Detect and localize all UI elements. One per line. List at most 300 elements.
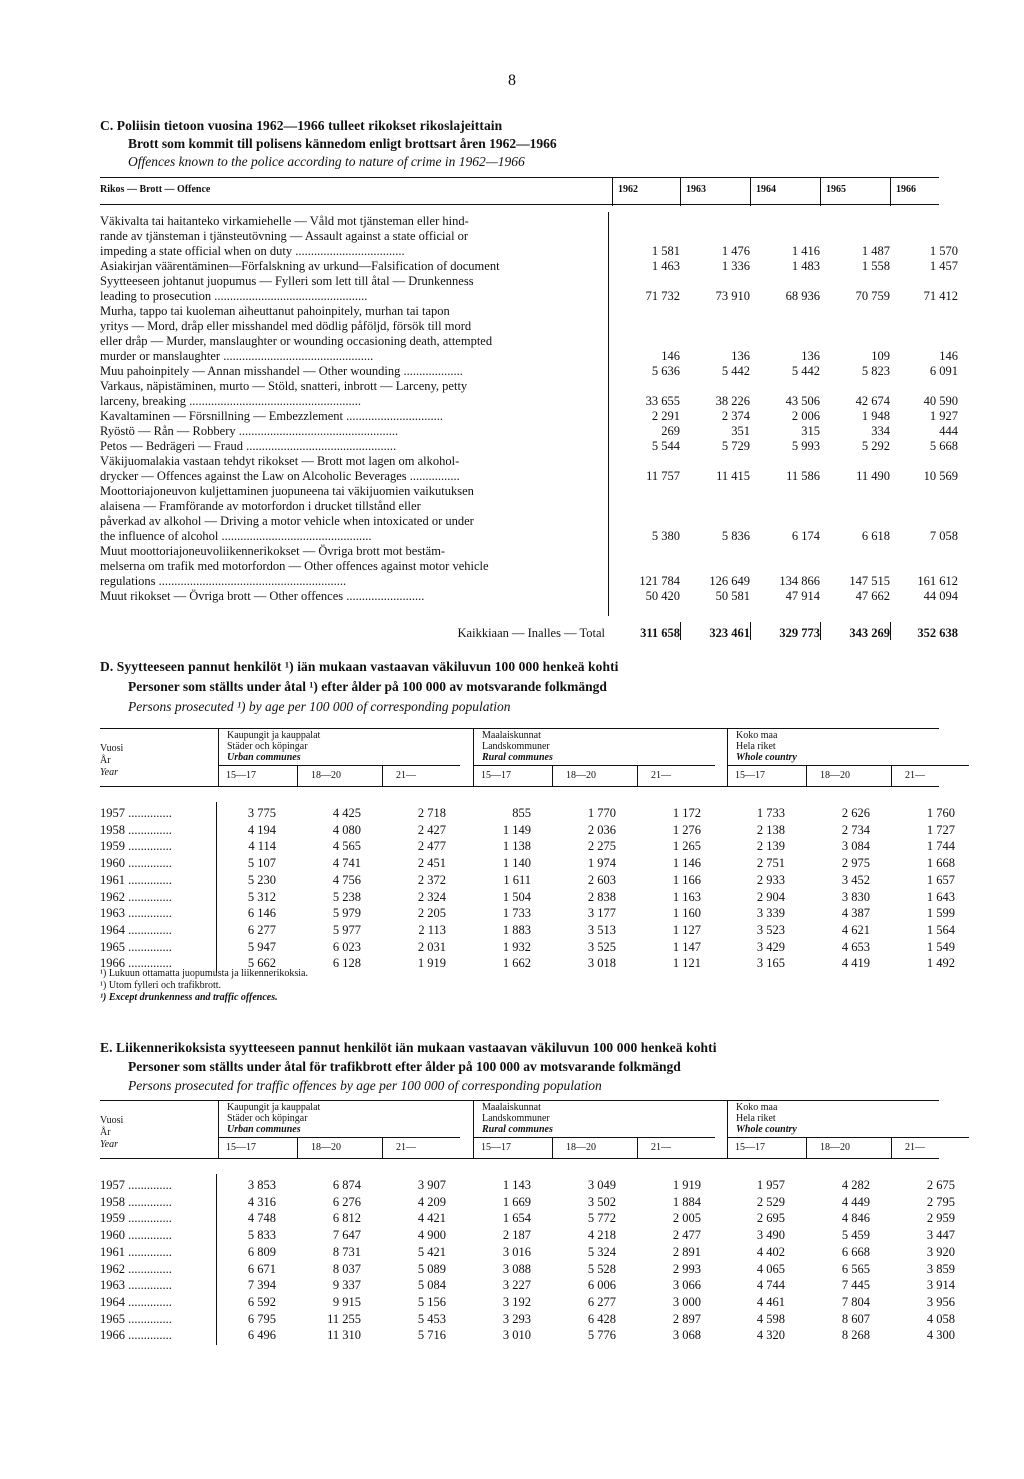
section-c-value: 6 618: [861, 529, 890, 543]
section-e-year-cell: 1966 ..............: [100, 1328, 172, 1343]
section-d-value: 4 741: [332, 856, 361, 871]
section-e-value: 5 833: [247, 1228, 276, 1243]
section-c-value: 71 732: [645, 289, 680, 303]
section-c-value: 5 380: [651, 529, 680, 543]
section-d-value: 1 138: [502, 839, 531, 854]
section-c-value: 70 759: [855, 289, 890, 303]
section-c-value: 68 936: [785, 289, 820, 303]
section-c-value: 315: [801, 424, 820, 438]
section-d-value: 1 140: [502, 856, 531, 871]
section-c-header-divider: [820, 178, 821, 206]
section-d-value: 5 662: [247, 956, 276, 971]
section-d-year-header: Year: [100, 767, 118, 778]
section-c-value: 1 476: [721, 244, 750, 258]
section-d-value: 2 904: [756, 889, 785, 904]
section-d-value: 2 933: [756, 872, 785, 887]
section-c-value: 1 570: [929, 244, 958, 258]
section-c-value: 42 674: [855, 394, 890, 408]
section-e-value: 4 748: [247, 1211, 276, 1226]
section-e-group-rule: [473, 1137, 715, 1138]
section-e-value: 4 449: [841, 1194, 870, 1209]
section-c-value: 1 463: [651, 259, 680, 273]
section-e-value: 6 565: [841, 1261, 870, 1276]
section-c-total-label: Kaikkiaan — Inalles — Total: [457, 626, 605, 640]
section-c-year-header: 1962: [618, 184, 638, 195]
section-c-row-label: Petos — Bedrägeri — Fraud ................................................: [100, 439, 397, 453]
section-c-total-value: 329 773: [779, 626, 820, 640]
section-c-row-label: Syytteeseen johtanut juopumus — Fylleri som lett till åtal — Drunkenness: [100, 274, 474, 288]
section-e-age-divider: [382, 1138, 383, 1158]
section-c-total-divider: [750, 622, 751, 640]
section-c-value: 5 292: [861, 439, 890, 453]
section-e-value: 8 037: [332, 1261, 361, 1276]
section-d-value: 3 339: [756, 906, 785, 921]
section-e-age-header: 15—17: [481, 1142, 511, 1153]
section-e-value: 5 528: [587, 1261, 616, 1276]
section-d-value: 1 643: [926, 889, 955, 904]
section-e-value: 2 897: [672, 1311, 701, 1326]
section-d-value: 5 107: [247, 856, 276, 871]
section-e-value: 5 089: [417, 1261, 446, 1276]
section-e-age-header: 15—17: [226, 1142, 256, 1153]
section-d-value: 2 975: [841, 856, 870, 871]
section-e-year-cell: 1964 ..............: [100, 1294, 172, 1309]
section-c-year-header: 1965: [826, 184, 846, 195]
section-e-year-header: Year: [100, 1139, 118, 1150]
section-d-year-cell: 1960 ..............: [100, 856, 172, 871]
section-e-value: 8 607: [841, 1311, 870, 1326]
page-number: 8: [508, 72, 516, 89]
section-c-value: 47 662: [855, 589, 890, 603]
section-d-group-sv: Städer och köpingar: [227, 741, 308, 752]
section-c-row-label: Varkaus, näpistäminen, murto — Stöld, snatteri, inbrott — Larceny, petty: [100, 379, 468, 393]
section-d-value: 5 977: [332, 922, 361, 937]
section-e-value: 6 874: [332, 1178, 361, 1192]
section-d-group-sv: Landskommuner: [482, 741, 550, 752]
section-c-value: 1 581: [651, 244, 680, 258]
section-e-year-cell: 1963 ..............: [100, 1278, 172, 1293]
section-c-value: 71 412: [923, 289, 958, 303]
section-d-value: 5 230: [247, 872, 276, 887]
section-d-value: 1 149: [502, 822, 531, 837]
section-e-value: 2 959: [926, 1211, 955, 1226]
section-c-value: 5 823: [861, 364, 890, 378]
section-c-value: 50 581: [715, 589, 750, 603]
section-c-header-rule: [100, 204, 939, 205]
section-d-value: 3 084: [841, 839, 870, 854]
section-d-year-cell: 1965 ..............: [100, 939, 172, 954]
section-c-value: 43 506: [785, 394, 820, 408]
section-c-header-divider: [612, 178, 613, 206]
section-c-total-divider: [820, 622, 821, 640]
section-e-value: 3 956: [926, 1294, 955, 1309]
section-d-footnote: ¹) Utom fylleri och trafikbrott.: [100, 980, 222, 991]
section-e-year-cell: 1960 ..............: [100, 1228, 172, 1243]
section-c-value: 1 457: [929, 259, 958, 273]
section-d-title-fi: D. Syytteeseen pannut henkilöt ¹) iän mukaan vastaavan väkiluvun 100 000 henkeä kohti: [100, 659, 619, 674]
section-e-value: 1 654: [502, 1211, 531, 1226]
section-d-value: 5 312: [247, 889, 276, 904]
section-e-value: 1 919: [672, 1178, 701, 1192]
section-c-value: 10 569: [923, 469, 958, 483]
section-d-group-fi: Kaupungit ja kauppalat: [227, 730, 321, 741]
section-d-year-cell: 1958 ..............: [100, 822, 172, 837]
section-c-value: 6 174: [791, 529, 820, 543]
section-e-value: 5 772: [587, 1211, 616, 1226]
section-d-value: 4 419: [841, 956, 870, 971]
section-e-value: 3 490: [756, 1228, 785, 1243]
section-d-value: 3 165: [756, 956, 785, 971]
section-c-value: 6 091: [929, 364, 958, 378]
section-c-row-label: Moottoriajoneuvon kuljettaminen juopuneena tai väkijuomien vaikutuksen: [100, 484, 474, 498]
section-e-age-header: 18—20: [566, 1142, 596, 1153]
section-d-value: 4 653: [841, 939, 870, 954]
section-c-row-label: larceny, breaking .......................................................: [100, 394, 361, 408]
section-e-value: 4 846: [841, 1211, 870, 1226]
section-e-group-fi: Koko maa: [736, 1102, 778, 1113]
section-e-value: 3 907: [417, 1178, 446, 1192]
section-d-group-en: Urban communes: [227, 752, 301, 763]
section-c-value: 146: [661, 349, 680, 363]
section-c-value: 38 226: [715, 394, 750, 408]
section-c-row-label: rande av tjänsteman i tjänsteutövning — Assault against a state official or: [100, 229, 469, 243]
section-c-value: 269: [661, 424, 680, 438]
section-c-value: 444: [939, 424, 958, 438]
section-d-value: 3 177: [587, 906, 616, 921]
section-c-value: 1 416: [791, 244, 820, 258]
section-c-row-label: alaisena — Framförande av motorfordon i drucket tillstånd eller: [100, 499, 421, 513]
section-c-total-value: 311 658: [640, 626, 680, 640]
section-d-value: 6 023: [332, 939, 361, 954]
section-c-row-label: drycker — Offences against the Law on Alcoholic Beverages ................: [100, 469, 460, 483]
section-d-value: 2 603: [587, 872, 616, 887]
section-e-age-header: 18—20: [820, 1142, 850, 1153]
section-d-age-header: 18—20: [820, 770, 850, 781]
section-d-year-cell: 1966 ..............: [100, 956, 172, 971]
section-c-header-divider: [750, 178, 751, 206]
section-e-value: 4 316: [247, 1194, 276, 1209]
section-d-value: 2 451: [417, 856, 446, 871]
section-c-value: 5 442: [791, 364, 820, 378]
section-e-value: 4 282: [841, 1178, 870, 1192]
section-d-value: 1 172: [672, 806, 701, 820]
section-d-value: 2 838: [587, 889, 616, 904]
section-e-value: 4 065: [756, 1261, 785, 1276]
section-e-year-cell: 1959 ..............: [100, 1211, 172, 1226]
section-d-value: 2 734: [841, 822, 870, 837]
section-d-value: 1 146: [672, 856, 701, 871]
section-d-value: 2 751: [756, 856, 785, 871]
section-c-value: 50 420: [645, 589, 680, 603]
section-d-value: 2 324: [417, 889, 446, 904]
section-d-year-header: Vuosi: [100, 743, 124, 754]
section-d-age-header: 18—20: [311, 770, 341, 781]
section-d-value: 1 504: [502, 889, 531, 904]
section-d-value: 6 146: [247, 906, 276, 921]
section-e-value: 1 884: [672, 1194, 701, 1209]
section-d-value: 1 919: [417, 956, 446, 971]
section-d-value: 3 525: [587, 939, 616, 954]
section-d-group-en: Rural communes: [482, 752, 553, 763]
section-e-value: 3 016: [502, 1244, 531, 1259]
section-e-value: 7 647: [332, 1228, 361, 1243]
section-e-value: 3 293: [502, 1311, 531, 1326]
section-c-value: 121 784: [639, 574, 680, 588]
section-d-value: 2 372: [417, 872, 446, 887]
section-c-value: 146: [939, 349, 958, 363]
section-d-value: 6 277: [247, 922, 276, 937]
section-e-group-divider: [727, 1100, 728, 1158]
section-e-value: 3 914: [926, 1278, 955, 1293]
section-e-value: 4 421: [417, 1211, 446, 1226]
section-e-group-sv: Landskommuner: [482, 1113, 550, 1124]
section-e-group-rule: [218, 1137, 460, 1138]
section-d-age-header: 15—17: [226, 770, 256, 781]
section-d-value: 1 127: [672, 922, 701, 937]
section-d-value: 4 621: [841, 922, 870, 937]
section-d-value: 5 979: [332, 906, 361, 921]
section-c-total-value: 352 638: [917, 626, 958, 640]
section-d-value: 4 114: [248, 839, 276, 854]
section-d-value: 1 974: [587, 856, 616, 871]
section-e-value: 1 143: [502, 1178, 531, 1192]
section-d-year-cell: 1963 ..............: [100, 906, 172, 921]
section-e-age-header: 21—: [396, 1142, 416, 1153]
section-d-value: 1 733: [502, 906, 531, 921]
section-e-top-rule: [100, 1100, 939, 1101]
section-d-value: 3 452: [841, 872, 870, 887]
section-c-value: 136: [801, 349, 820, 363]
section-e-group-sv: Hela riket: [736, 1113, 776, 1124]
section-e-group-sv: Städer och köpingar: [227, 1113, 308, 1124]
section-d-value: 1 160: [672, 906, 701, 921]
section-c-row-label: Väkijuomalakia vastaan tehdyt rikokset — Brott mot lagen om alkohol-: [100, 454, 460, 468]
section-c-value: 109: [871, 349, 890, 363]
section-d-year-header: År: [100, 755, 111, 766]
section-d-value: 1 121: [672, 956, 701, 971]
section-e-value: 3 502: [587, 1194, 616, 1209]
section-d-group-divider: [218, 728, 219, 786]
section-e-value: 6 006: [587, 1278, 616, 1293]
section-c-value: 11 415: [716, 469, 750, 483]
section-e-age-divider: [806, 1138, 807, 1158]
section-d-value: 1 668: [926, 856, 955, 871]
section-e-title-sv: Personer som ställts under åtal för trafikbrott efter ålder på 100 000 av motsvarande folkmängd: [128, 1059, 681, 1074]
section-d-value: 1 163: [672, 889, 701, 904]
section-d-value: 2 275: [587, 839, 616, 854]
section-d-year-cell: 1962 ..............: [100, 889, 172, 904]
section-e-value: 7 804: [841, 1294, 870, 1309]
section-d-value: 855: [512, 806, 531, 820]
section-e-value: 4 209: [417, 1194, 446, 1209]
section-d-value: 6 128: [332, 956, 361, 971]
section-d-value: 1 770: [587, 806, 616, 820]
section-c-header-divider: [890, 178, 891, 206]
section-e-age-header: 15—17: [735, 1142, 765, 1153]
section-d-group-rule: [473, 765, 715, 766]
section-e-group-fi: Maalaiskunnat: [482, 1102, 541, 1113]
section-c-value: 40 590: [923, 394, 958, 408]
section-d-age-header: 15—17: [481, 770, 511, 781]
section-c-row-label: murder or manslaughter ................................................: [100, 349, 374, 363]
section-d-value: 3 429: [756, 939, 785, 954]
section-e-value: 4 402: [756, 1244, 785, 1259]
section-e-value: 5 084: [417, 1278, 446, 1293]
section-e-value: 5 453: [417, 1311, 446, 1326]
section-d-age-divider: [891, 766, 892, 786]
section-c-row-label: regulations ............................................................: [100, 574, 347, 588]
section-d-value: 1 147: [672, 939, 701, 954]
section-c-title-fi: C. Poliisin tietoon vuosina 1962—1966 tulleet rikokset rikoslajeittain: [100, 118, 503, 133]
section-d-value: 1 883: [502, 922, 531, 937]
section-c-row-label: eller dråp — Murder, manslaughter or wounding occasioning death, attempted: [100, 334, 493, 348]
section-d-value: 3 513: [587, 922, 616, 937]
section-e-value: 6 812: [332, 1211, 361, 1226]
section-e-value: 4 461: [756, 1294, 785, 1309]
section-e-year-cell: 1958 ..............: [100, 1194, 172, 1209]
section-d-value: 1 760: [926, 806, 955, 820]
section-e-value: 5 324: [587, 1244, 616, 1259]
section-e-value: 3 068: [672, 1328, 701, 1343]
section-c-top-rule: [100, 177, 939, 178]
section-e-title-en: Persons prosecuted for traffic offences by age per 100 000 of corresponding population: [128, 1078, 602, 1093]
section-c-value: 2 374: [721, 409, 750, 423]
section-c-value: 1 336: [721, 259, 750, 273]
section-e-value: 5 156: [417, 1294, 446, 1309]
section-e-value: 9 915: [332, 1294, 361, 1309]
section-e-value: 2 005: [672, 1211, 701, 1226]
section-e-value: 6 496: [247, 1328, 276, 1343]
section-d-age-divider: [382, 766, 383, 786]
section-c-value: 47 914: [785, 589, 820, 603]
section-c-value: 5 729: [721, 439, 750, 453]
section-d-value: 4 425: [332, 806, 361, 820]
section-e-value: 11 255: [327, 1311, 361, 1326]
section-c-total-divider: [890, 622, 891, 640]
section-d-footnote: ¹) Except drunkenness and traffic offences.: [100, 992, 278, 1003]
section-e-value: 4 900: [417, 1228, 446, 1243]
section-e-year-header: År: [100, 1127, 111, 1138]
section-e-year-cell: 1961 ..............: [100, 1244, 172, 1259]
section-c-value: 1 487: [861, 244, 890, 258]
section-d-value: 1 744: [926, 839, 955, 854]
section-d-group-sv: Hela riket: [736, 741, 776, 752]
section-e-value: 3 010: [502, 1328, 531, 1343]
section-d-age-header: 18—20: [566, 770, 596, 781]
section-e-year-cell: 1962 ..............: [100, 1261, 172, 1276]
section-e-value: 6 671: [247, 1261, 276, 1276]
section-c-year-header: 1964: [756, 184, 776, 195]
section-c-col-label: Rikos — Brott — Offence: [100, 184, 211, 195]
section-c-value: 5 836: [721, 529, 750, 543]
section-d-value: 2 205: [417, 906, 446, 921]
section-e-value: 7 394: [247, 1278, 276, 1293]
section-d-value: 2 477: [417, 839, 446, 854]
section-e-value: 2 477: [672, 1228, 701, 1243]
section-d-age-divider: [297, 766, 298, 786]
section-d-value: 2 139: [756, 839, 785, 854]
section-e-value: 2 695: [756, 1211, 785, 1226]
section-e-value: 4 744: [756, 1278, 785, 1293]
section-e-value: 4 300: [926, 1328, 955, 1343]
section-c-total-value: 323 461: [709, 626, 750, 640]
section-d-value: 2 036: [587, 822, 616, 837]
section-d-value: 4 387: [841, 906, 870, 921]
section-e-value: 3 066: [672, 1278, 701, 1293]
section-e-year-cell: 1965 ..............: [100, 1311, 172, 1326]
section-c-row-label: Asiakirjan väärentäminen—Förfalskning av urkund—Falsification of document: [100, 259, 500, 273]
section-d-age-header: 15—17: [735, 770, 765, 781]
section-e-age-divider: [297, 1138, 298, 1158]
section-e-value: 5 459: [841, 1228, 870, 1243]
section-e-value: 4 218: [587, 1228, 616, 1243]
section-c-row-label: Muu pahoinpitely — Annan misshandel — Other wounding ...................: [100, 364, 463, 378]
section-c-row-label: Muut rikokset — Övriga brott — Other offences .........................: [100, 589, 425, 603]
section-e-group-divider: [218, 1100, 219, 1158]
section-e-value: 3 227: [502, 1278, 531, 1293]
section-d-age-divider: [637, 766, 638, 786]
section-e-title-fi: E. Liikennerikoksista syytteeseen pannut henkilöt iän mukaan vastaavan väkiluvun 100 000 henkeä kohti: [100, 1040, 717, 1055]
section-c-value: 1 927: [929, 409, 958, 423]
section-e-group-divider: [473, 1100, 474, 1158]
section-d-value: 3 775: [247, 806, 276, 820]
section-e-value: 3 192: [502, 1294, 531, 1309]
section-c-value: 1 558: [861, 259, 890, 273]
section-e-value: 6 428: [587, 1311, 616, 1326]
section-e-value: 9 337: [332, 1278, 361, 1293]
section-e-group-en: Urban communes: [227, 1124, 301, 1135]
section-d-value: 2 031: [417, 939, 446, 954]
section-d-age-header: 21—: [651, 770, 671, 781]
section-d-age-header: 21—: [396, 770, 416, 781]
section-c-title-sv: Brott som kommit till polisens kännedom enligt brottsart åren 1962—1966: [128, 136, 557, 151]
section-e-age-divider: [891, 1138, 892, 1158]
section-c-row-label: the influence of alcohol ................................................: [100, 529, 372, 543]
section-d-value: 4 194: [247, 822, 276, 837]
section-c-value: 5 993: [791, 439, 820, 453]
section-c-value: 1 948: [861, 409, 890, 423]
section-c-value: 134 866: [779, 574, 820, 588]
section-d-value: 1 657: [926, 872, 955, 887]
section-c-row-label: påverkad av alkohol — Driving a motor vehicle when intoxicated or under: [100, 514, 474, 528]
section-e-value: 3 859: [926, 1261, 955, 1276]
section-e-value: 3 000: [672, 1294, 701, 1309]
section-d-header-rule: [100, 786, 939, 787]
section-e-value: 6 592: [247, 1294, 276, 1309]
section-e-value: 1 957: [756, 1178, 785, 1192]
section-d-value: 2 113: [418, 922, 446, 937]
section-d-value: 1 733: [756, 806, 785, 820]
section-c-row-label: Muut moottoriajoneuvoliikennerikokset — Övriga brott mot bestäm-: [100, 544, 446, 558]
section-c-row-label: Väkivalta tai haitanteko virkamiehelle — Våld mot tjänsteman eller hind-: [100, 214, 469, 228]
section-e-value: 3 088: [502, 1261, 531, 1276]
section-e-value: 7 445: [841, 1278, 870, 1293]
section-d-value: 1 932: [502, 939, 531, 954]
section-d-value: 3 830: [841, 889, 870, 904]
section-c-title-en: Offences known to the police according to nature of crime in 1962—1966: [128, 154, 525, 169]
section-e-value: 5 716: [417, 1328, 446, 1343]
section-c-total-divider: [680, 622, 681, 640]
section-e-value: 2 529: [756, 1194, 785, 1209]
section-e-age-header: 18—20: [311, 1142, 341, 1153]
section-d-age-header: 21—: [905, 770, 925, 781]
section-d-value: 3 523: [756, 922, 785, 937]
section-e-value: 3 853: [247, 1178, 276, 1192]
section-e-age-divider: [552, 1138, 553, 1158]
section-e-value: 6 277: [587, 1294, 616, 1309]
section-c-year-header: 1963: [686, 184, 706, 195]
section-e-value: 4 598: [756, 1311, 785, 1326]
